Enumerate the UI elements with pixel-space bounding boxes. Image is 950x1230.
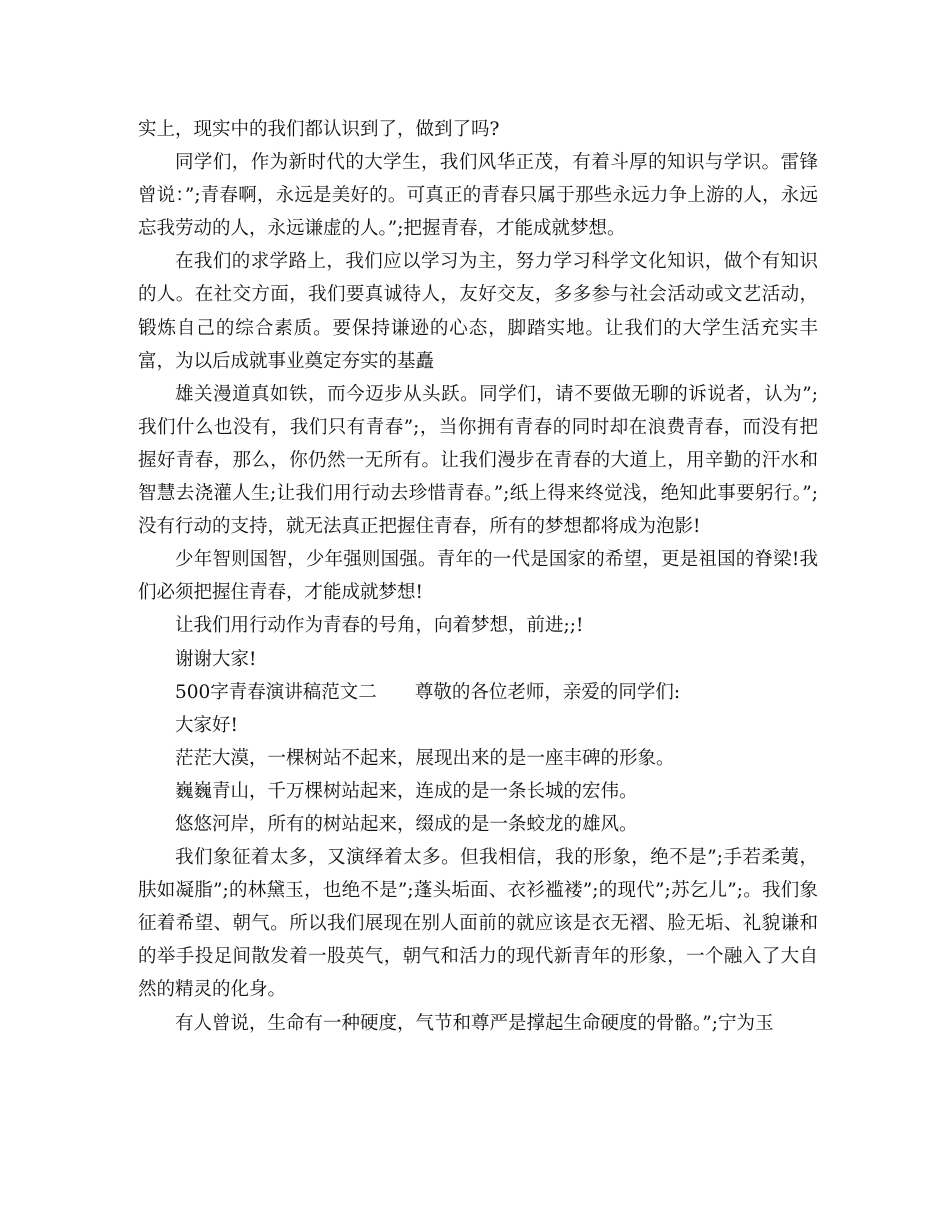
paragraph: 我们象征着太多，又演绎着太多。但我相信，我的形象，绝不是”;手若柔荑，肤如凝脂”;的林黛玉，也绝不是”;蓬头垢面、衣衫褴褛”;的现代”;苏乞儿”;。我们象征着希望、朝气。所以我们展现在别人面前的就应该是衣无褶、脸无垢、礼貌谦和的举手投足间散发着一股英气，朝气和活力的现代新青年的形象，一个融入了大自然的精灵的化身。 [138,847,818,1001]
paragraph: 茫茫大漠，一棵树站不起来，展现出来的是一座丰碑的形象。 [175,747,675,769]
paragraph: 同学们，作为新时代的大学生，我们风华正茂，有着斗厚的知识与学识。雷锋曾说：”;青春啊，永远是美好的。可真正的青春只属于那些永远力争上游的人，永远忘我劳动的人，永远谦虚的人。”;把握青春，才能成就梦想。 [138,152,818,240]
paragraph: 巍巍青山，千万棵树站起来，连成的是一条长城的宏伟。 [175,780,638,802]
salutation: 尊敬的各位老师，亲爱的同学们: [414,681,681,703]
paragraph: 有人曾说，生命有一种硬度，气节和尊严是撑起生命硬度的骨骼。”;宁为玉 [175,1012,774,1034]
paragraph-continued: 实上，现实中的我们都认识到了，做到了吗? [138,119,500,140]
paragraph: 悠悠河岸，所有的树站起来，缀成的是一条蛟龙的雄风。 [175,813,638,835]
document-body [138,113,818,1040]
paragraph: 在我们的求学路上，我们应以学习为主，努力学习科学文化知识，做个有知识的人。在社交方面，我们要真诚待人，友好交友，多多参与社会活动或文艺活动，锻炼自己的综合素质。要保持谦逊的心态，脚踏实地。让我们的大学生活充实丰富，为以后成就事业奠定夯实的基矗 [138,251,818,372]
section-title-line [138,676,818,709]
paragraph: 大家好! [175,714,238,736]
paragraph: 谢谢大家! [175,648,257,670]
paragraph: 雄关漫道真如铁，而今迈步从头跃。同学们，请不要做无聊的诉说者，认为”;我们什么也没有，我们只有青春”;，当你拥有青春的同时却在浪费青春，而没有把握好青春，那么，你仍然一无所有。让我们漫步在青春的大道上，用辛勤的汗水和智慧去浇灌人生;让我们用行动去珍惜青春。”;纸上得来终觉浅，绝知此事要躬行。”;没有行动的支持，就无法真正把握住青春，所有的梦想都将成为泡影! [138,383,818,538]
section-title: 500字青春演讲稿范文二 [175,681,377,703]
paragraph: 少年智则国智，少年强则国强。青年的一代是国家的希望，更是祖国的脊梁!我们必须把握住青春，才能成就梦想! [138,549,818,604]
paragraph: 让我们用行动作为青春的号角，向着梦想，前进;;! [175,615,584,637]
